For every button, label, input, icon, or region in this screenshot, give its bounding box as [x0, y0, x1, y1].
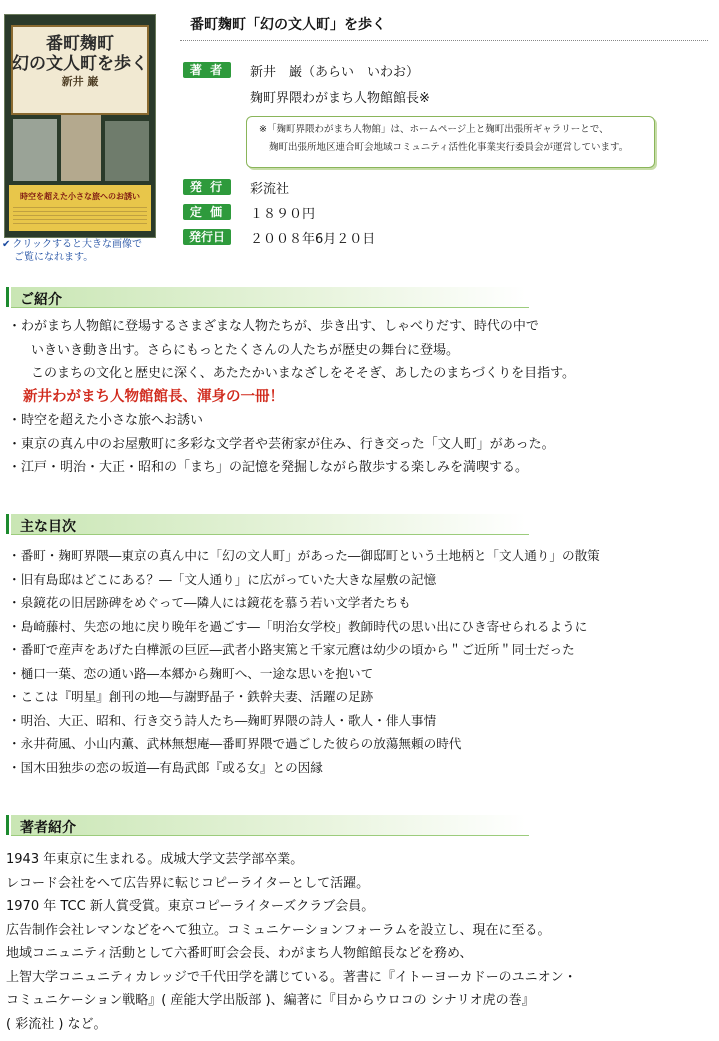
- label-price: 定 価: [183, 204, 231, 220]
- toc-item: ・永井荷風、小山内薫、武林無想庵―番町界隈で過ごした彼らの放蕩無頼の時代: [8, 736, 462, 751]
- toc-item: ・樋口一葉、恋の通い路―本郷から麹町へ、一途な思いを抱いて: [8, 665, 374, 681]
- cover-photo-building: [105, 121, 149, 181]
- bio-line: 広告制作会社レマンなどをへて独立。コミュニケーションフォーラムを設立し、現在に至る。: [6, 922, 551, 938]
- publisher: 彩流社: [250, 182, 290, 197]
- heading-gradient: [11, 287, 526, 307]
- checkmark-icon: ✔: [2, 239, 11, 250]
- title-divider: [180, 40, 708, 41]
- bio-heading: 著者紹介: [20, 820, 76, 836]
- price: １８９０円: [250, 207, 316, 222]
- enlarge-note-line2: ご覧になれます。: [14, 252, 94, 263]
- section-heading-toc: [6, 514, 526, 534]
- toc-item: ・泉鏡花の旧居跡碑をめぐって―隣人には鏡花を慕う若い文学者たちも: [8, 595, 411, 610]
- heading-accent-bar: [6, 287, 9, 307]
- toc-item: ・明治、大正、昭和、行き交う詩人たち―麹町界隈の詩人・歌人・俳人事情: [8, 712, 437, 728]
- toc-item: ・島崎藤村、失恋の地に戻り晩年を過ごす―「明治女学校」教師時代の思い出にひき寄せられるように: [8, 618, 588, 634]
- museum-note-box: [246, 116, 655, 168]
- heading-accent-bar: [6, 514, 9, 534]
- section-heading-bio: [6, 815, 526, 835]
- cover-photo-building: [13, 119, 57, 181]
- heading-accent-bar: [6, 815, 9, 835]
- toc-item: ・旧有島邸はどこにある？―「文人通り」に広がっていた大きな屋敷の記憶: [8, 571, 437, 587]
- heading-underline: [11, 534, 529, 535]
- author-bio: [6, 848, 577, 1036]
- intro-line: ・東京の真ん中のお屋敷町に多彩な文学者や芸術家が住み、行き交った「文人町」があった。: [8, 436, 555, 452]
- intro-heading: ご紹介: [20, 292, 62, 308]
- intro-text: [8, 315, 575, 480]
- bio-line: ( 彩流社 ) など。: [6, 1016, 107, 1032]
- intro-line: ・わがまち人物館に登場するさまざまな人物たちが、歩き出す、しゃべりだす、時代の中で: [8, 319, 539, 334]
- bio-line: 地域コニュニティ活動として六番町町会会長、わがまち人物館館長などを務め、: [6, 946, 473, 961]
- heading-gradient: [11, 514, 526, 534]
- label-author: 著 者: [183, 62, 231, 78]
- publish-date: ２００８年6月２０日: [250, 232, 376, 247]
- cover-title-line2: 幻の文人町を歩く: [12, 54, 148, 74]
- toc-item: ・国木田独歩の恋の坂道―有島武郎『或る女』との因縁: [8, 759, 323, 775]
- heading-gradient: [11, 815, 526, 835]
- author-name: 新井 巌（あらい いわお）: [250, 65, 420, 80]
- cover-band-fine-print: [13, 207, 147, 225]
- bio-line: 上智大学コニュニティカレッジで千代田学を講じている。著書に『イトーヨーカドーのユニオン・: [6, 969, 577, 985]
- label-publisher: 発 行: [183, 179, 231, 195]
- intro-line: このまちの文化と歴史に深く、あたたかいまなざしをそそぎ、あしたのまちづくりを目指す。: [31, 366, 576, 381]
- cover-band-text: 時空を超えた小さな旅へのお誘い: [20, 192, 140, 201]
- toc-item: ・ここは『明星』創刊の地―与謝野晶子・鉄幹夫妻、活躍の足跡: [8, 689, 374, 704]
- toc-list: [8, 544, 600, 779]
- toc-item: ・番町で産声をあげた白樺派の巨匠―武者小路実篤と千家元麿は幼少の頃から＂ご近所＂同士だった: [8, 642, 575, 657]
- author-role: 麹町界隈わがまち人物館館長※: [250, 91, 430, 106]
- intro-catchphrase: 新井わがまち人物館館長、渾身の一冊！: [23, 388, 284, 405]
- heading-underline: [11, 835, 529, 836]
- bio-line: 1970 年 TCC 新人賞受賞。東京コピーライターズクラブ会員。: [6, 899, 375, 914]
- book-title: 番町麹町「幻の文人町」を歩く: [190, 17, 386, 33]
- bio-line: レコード会社をへて広告界に転じコピーライターとして活躍。: [6, 875, 370, 891]
- intro-line: ・時空を超えた小さな旅へお誘い: [8, 413, 204, 428]
- note-line2: 麹町出張所地区連合町会地域コミュニティ活性化事業実行委員会が運営しています。: [269, 142, 629, 153]
- toc-heading: 主な目次: [20, 519, 76, 535]
- heading-underline: [11, 307, 529, 308]
- bio-line: コミュニケーション戦略』( 産能大学出版部 )、編著に『目からウロコの シナリオ虎の巻』: [6, 993, 535, 1008]
- cover-title-line1: 番町麹町: [46, 34, 114, 54]
- label-date: 発行日: [183, 229, 231, 245]
- note-line1: ※「麹町界隈わがまち人物館」は、ホームページ上と麹町出張所ギャラリーとで、: [259, 124, 609, 135]
- enlarge-image-link[interactable]: [2, 238, 152, 264]
- toc-item: ・番町・麹町界隈―東京の真ん中に「幻の文人町」があった―御邸町という土地柄と「文人通り」の散策: [8, 548, 600, 563]
- section-heading-intro: [6, 287, 526, 307]
- book-cover-image[interactable]: [4, 14, 156, 238]
- cover-photo-building: [61, 115, 101, 181]
- intro-line: いきいき動き出す。さらにもっとたくさんの人たちが歴史の舞台に登場。: [31, 342, 459, 358]
- bio-line: 1943 年東京に生まれる。成城大学文芸学部卒業。: [6, 852, 304, 867]
- cover-author: 新井 巌: [61, 75, 99, 88]
- intro-line: ・江戸・明治・大正・昭和の「まち」の記憶を発掘しながら散歩する楽しみを満喫する。: [8, 460, 529, 475]
- enlarge-note-line1: クリックすると大きな画像で: [12, 239, 142, 250]
